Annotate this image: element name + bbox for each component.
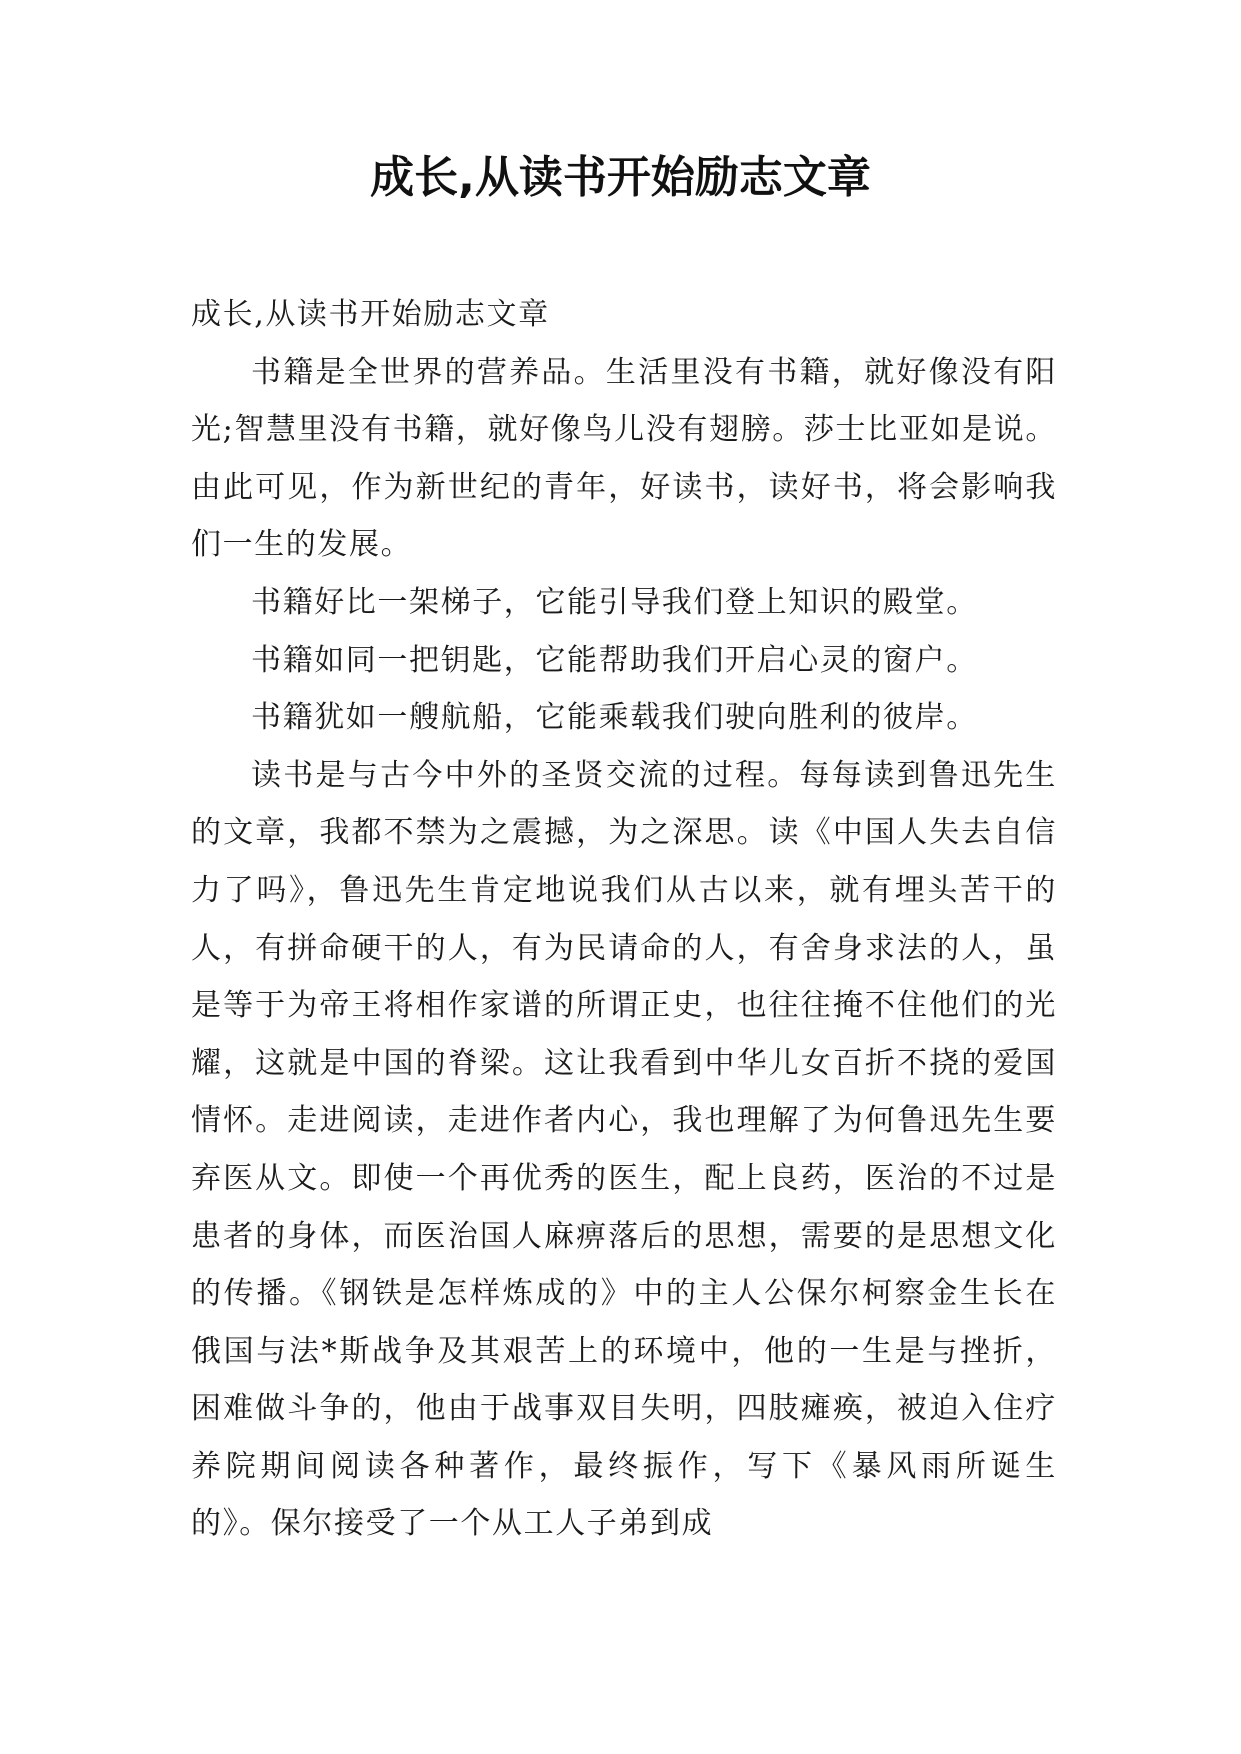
- paragraph: 书籍是全世界的营养品。生活里没有书籍，就好像没有阳光;智慧里没有书籍，就好像鸟儿没有翅膀。莎士比亚如是说。由此可见，作为新世纪的青年，好读书，读好书，将会影响我们一生的发展。: [191, 354, 1057, 563]
- article-body: [191, 286, 1057, 1553]
- article-subtitle: 成长,从读书开始励志文章: [191, 297, 550, 332]
- paragraph: 书籍好比一架梯子，它能引导我们登上知识的殿堂。: [251, 584, 978, 620]
- paragraph: 书籍犹如一艘航船，它能乘载我们驶向胜利的彼岸。: [251, 700, 978, 736]
- paragraph: 读书是与古今中外的圣贤交流的过程。每每读到鲁迅先生的文章，我都不禁为之震撼，为之深思。读《中国人失去自信力了吗》，鲁迅先生肯定地说我们从古以来，就有埋头苦干的人，有拼命硬干的人，有为民请命的人，有舍身求法的人，虽是等于为帝王将相作家谱的所谓正史，也往往掩不住他们的光耀，这就是中国的脊梁。这让我看到中华儿女百折不挠的爱国情怀。走进阅读，走进作者内心，我也理解了为何鲁迅先生要弃医从文。即使一个再优秀的医生，配上良药，医治的不过是患者的身体，而医治国人麻痹落后的思想，需要的是思想文化的传播。《钢铁是怎样炼成的》中的主人公保尔柯察金生长在俄国与法*斯战争及其艰苦上的环境中，他的一生是与挫折，困难做斗争的，他由于战事双目失明，四肢瘫痪，被迫入住疗养院期间阅读各种著作，最终振作，写下《暴风雨所诞生的》。保尔接受了一个从工人子弟到成: [191, 757, 1057, 1542]
- paragraph: 书籍如同一把钥匙，它能帮助我们开启心灵的窗户。: [251, 642, 978, 678]
- page-title: 成长,从读书开始励志文章: [370, 152, 871, 203]
